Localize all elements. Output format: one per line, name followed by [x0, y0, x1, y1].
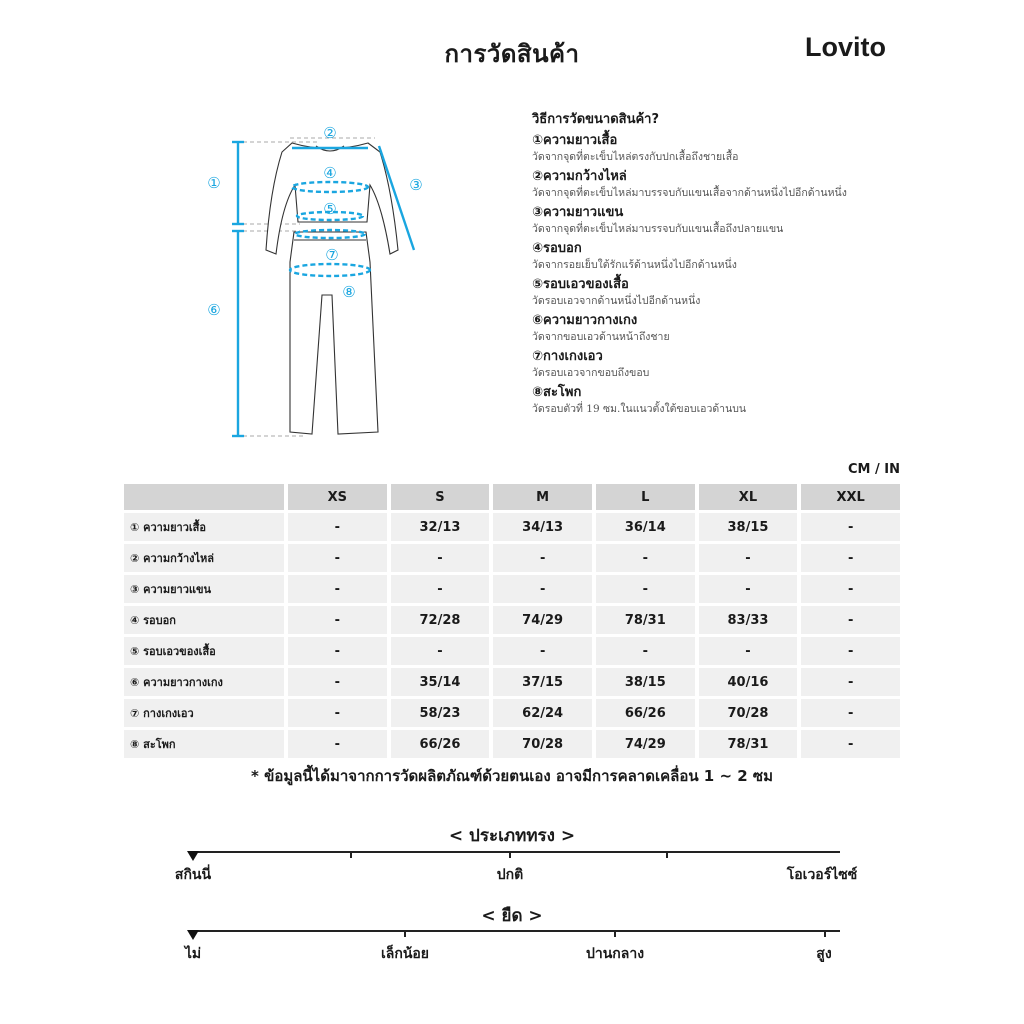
fit-scale-tick — [509, 851, 511, 858]
stretch-scale-tick — [614, 930, 616, 937]
measurement-guide — [532, 108, 932, 420]
units-label: CM / IN — [848, 462, 900, 477]
guide-item-desc: วัดจากจุดที่ตะเข็บไหล่มาบรรจบกับแขนเสื้อถึงปลายแขน — [532, 223, 784, 235]
size-cell: 62/24 — [493, 699, 592, 727]
guide-item — [532, 240, 932, 273]
disclaimer-note: * ข้อมูลนี้ได้มาจากการวัดผลิตภัณฑ์ด้วยตนเอง อาจมีการคลาดเคลื่อน 1 ~ 2 ซม — [251, 767, 773, 785]
size-cell: 66/26 — [391, 730, 490, 758]
label-5: ⑤ — [323, 200, 337, 218]
size-header-row — [124, 484, 900, 510]
guide-heading: วิธีการวัดขนาดสินค้า? — [532, 112, 660, 127]
label-8: ⑧ — [342, 283, 356, 301]
size-cell: - — [596, 575, 695, 603]
table-row — [124, 544, 900, 572]
size-cell: 83/33 — [699, 606, 798, 634]
page-title: การวัดสินค้า — [444, 40, 580, 68]
size-cell: - — [288, 513, 387, 541]
stretch-scale-tick — [824, 930, 826, 937]
size-cell: - — [801, 544, 900, 572]
row-label: ④ รอบอก — [124, 606, 284, 634]
label-6: ⑥ — [207, 301, 221, 319]
guide-item — [532, 168, 932, 201]
table-row — [124, 606, 900, 634]
guide-item — [532, 348, 932, 381]
guide-item-desc: วัดจากรอยเย็บใต้รักแร้ด้านหนึ่งไปอีกด้านหนึ่ง — [532, 259, 737, 271]
size-cell: 72/28 — [391, 606, 490, 634]
size-cell: - — [699, 544, 798, 572]
size-cell: 32/13 — [391, 513, 490, 541]
guide-item — [532, 312, 932, 345]
guide-item-desc: วัดรอบตัวที่ 19 ซม.ในแนวตั้งใต้ขอบเอวด้านบน — [532, 403, 747, 415]
stretch-scale-line — [190, 930, 840, 932]
table-row — [124, 637, 900, 665]
table-row — [124, 575, 900, 603]
row-label: ① ความยาวเสื้อ — [124, 513, 284, 541]
guide-item-desc: วัดจากจุดที่ตะเข็บไหล่มาบรรจบกับแขนเสื้อจากด้านหนึ่งไปอีกด้านหนึ่ง — [532, 187, 847, 199]
guide-item-desc: วัดรอบเอวจากด้านหนึ่งไปอีกด้านหนึ่ง — [532, 295, 701, 307]
size-cell: 78/31 — [699, 730, 798, 758]
size-cell: 78/31 — [596, 606, 695, 634]
guide-item-desc: วัดจากจุดที่ตะเข็บไหล่ตรงกับปกเสื้อถึงชายเสื้อ — [532, 151, 739, 163]
guide-item — [532, 132, 932, 165]
fit-label: ปกติ — [496, 867, 524, 883]
table-row — [124, 513, 900, 541]
guide-item-title: ②ความกว้างไหล่ — [532, 169, 627, 184]
garment-diagram — [195, 115, 455, 450]
guide-item-desc: วัดรอบเอวจากขอบถึงขอบ — [532, 367, 650, 379]
size-cell: 37/15 — [493, 668, 592, 696]
size-cell: - — [699, 575, 798, 603]
guide-item — [532, 276, 932, 309]
size-header: XS — [288, 484, 387, 510]
fit-selected-marker — [187, 851, 199, 861]
fit-label: สกินนี่ — [174, 867, 212, 883]
size-cell: - — [288, 544, 387, 572]
stretch-label: เล็กน้อย — [380, 946, 430, 962]
size-cell: 74/29 — [493, 606, 592, 634]
row-label: ⑥ ความยาวกางเกง — [124, 668, 284, 696]
guide-item-title: ③ความยาวแขน — [532, 205, 624, 220]
size-cell: 66/26 — [596, 699, 695, 727]
size-cell: 70/28 — [493, 730, 592, 758]
guide-item-title: ⑥ความยาวกางเกง — [532, 313, 638, 328]
size-cell: 40/16 — [699, 668, 798, 696]
guide-item-title: ⑤รอบเอวของเสื้อ — [532, 277, 629, 292]
size-cell: 58/23 — [391, 699, 490, 727]
brand-logo: Lovito — [805, 32, 886, 62]
size-header: M — [493, 484, 592, 510]
size-cell: - — [801, 575, 900, 603]
label-7: ⑦ — [325, 246, 339, 264]
size-cell: - — [801, 730, 900, 758]
size-cell: - — [288, 730, 387, 758]
guide-item-title: ④รอบอก — [532, 241, 582, 256]
size-cell: - — [288, 668, 387, 696]
label-3: ③ — [409, 176, 423, 194]
stretch-scale-tick — [404, 930, 406, 937]
row-label: ⑦ กางเกงเอว — [124, 699, 284, 727]
size-cell: - — [391, 544, 490, 572]
size-cell: - — [699, 637, 798, 665]
size-cell: - — [391, 637, 490, 665]
row-label: ⑤ รอบเอวของเสื้อ — [124, 637, 284, 665]
table-row — [124, 699, 900, 727]
size-cell: 38/15 — [596, 668, 695, 696]
guide-item-desc: วัดจากขอบเอวด้านหน้าถึงชาย — [532, 331, 670, 343]
row-label: ③ ความยาวแขน — [124, 575, 284, 603]
size-cell: - — [288, 606, 387, 634]
table-row — [124, 730, 900, 758]
size-cell: 70/28 — [699, 699, 798, 727]
label-1: ① — [207, 174, 221, 192]
size-cell: - — [288, 637, 387, 665]
size-header: XXL — [801, 484, 900, 510]
fit-scale-title: < ประเภททรง > — [448, 826, 576, 846]
size-cell: - — [493, 544, 592, 572]
size-cell: - — [801, 668, 900, 696]
size-cell: 38/15 — [699, 513, 798, 541]
size-table — [120, 481, 904, 761]
size-cell: - — [596, 544, 695, 572]
size-cell: 34/13 — [493, 513, 592, 541]
guide-item-title: ⑧สะโพก — [532, 385, 582, 400]
size-cell: 35/14 — [391, 668, 490, 696]
size-cell: - — [596, 637, 695, 665]
size-cell: - — [493, 637, 592, 665]
size-cell: 36/14 — [596, 513, 695, 541]
guide-item-title: ①ความยาวเสื้อ — [532, 133, 618, 148]
row-label: ② ความกว้างไหล่ — [124, 544, 284, 572]
fit-label: โอเวอร์ไซซ์ — [786, 867, 858, 883]
label-4: ④ — [323, 164, 337, 182]
guide-item — [532, 384, 932, 417]
stretch-label: ปานกลาง — [585, 946, 645, 962]
size-cell: - — [801, 699, 900, 727]
stretch-scale-title: < ยืด > — [481, 906, 543, 926]
guide-item — [532, 204, 932, 237]
size-cell: 74/29 — [596, 730, 695, 758]
stretch-label: สูง — [816, 946, 832, 962]
guide-item-title: ⑦กางเกงเอว — [532, 349, 603, 364]
fit-scale-line — [190, 851, 840, 853]
table-row — [124, 668, 900, 696]
fit-scale-tick — [666, 851, 668, 858]
size-cell: - — [493, 575, 592, 603]
size-cell: - — [391, 575, 490, 603]
size-header: L — [596, 484, 695, 510]
size-cell: - — [801, 606, 900, 634]
fit-scale-tick — [350, 851, 352, 858]
size-cell: - — [288, 699, 387, 727]
size-cell: - — [801, 637, 900, 665]
stretch-label: ไม่ — [184, 946, 202, 962]
table-corner — [124, 484, 284, 510]
size-header: S — [391, 484, 490, 510]
size-cell: - — [801, 513, 900, 541]
stretch-selected-marker — [187, 930, 199, 940]
row-label: ⑧ สะโพก — [124, 730, 284, 758]
label-2: ② — [323, 124, 337, 142]
size-cell: - — [288, 575, 387, 603]
size-header: XL — [699, 484, 798, 510]
